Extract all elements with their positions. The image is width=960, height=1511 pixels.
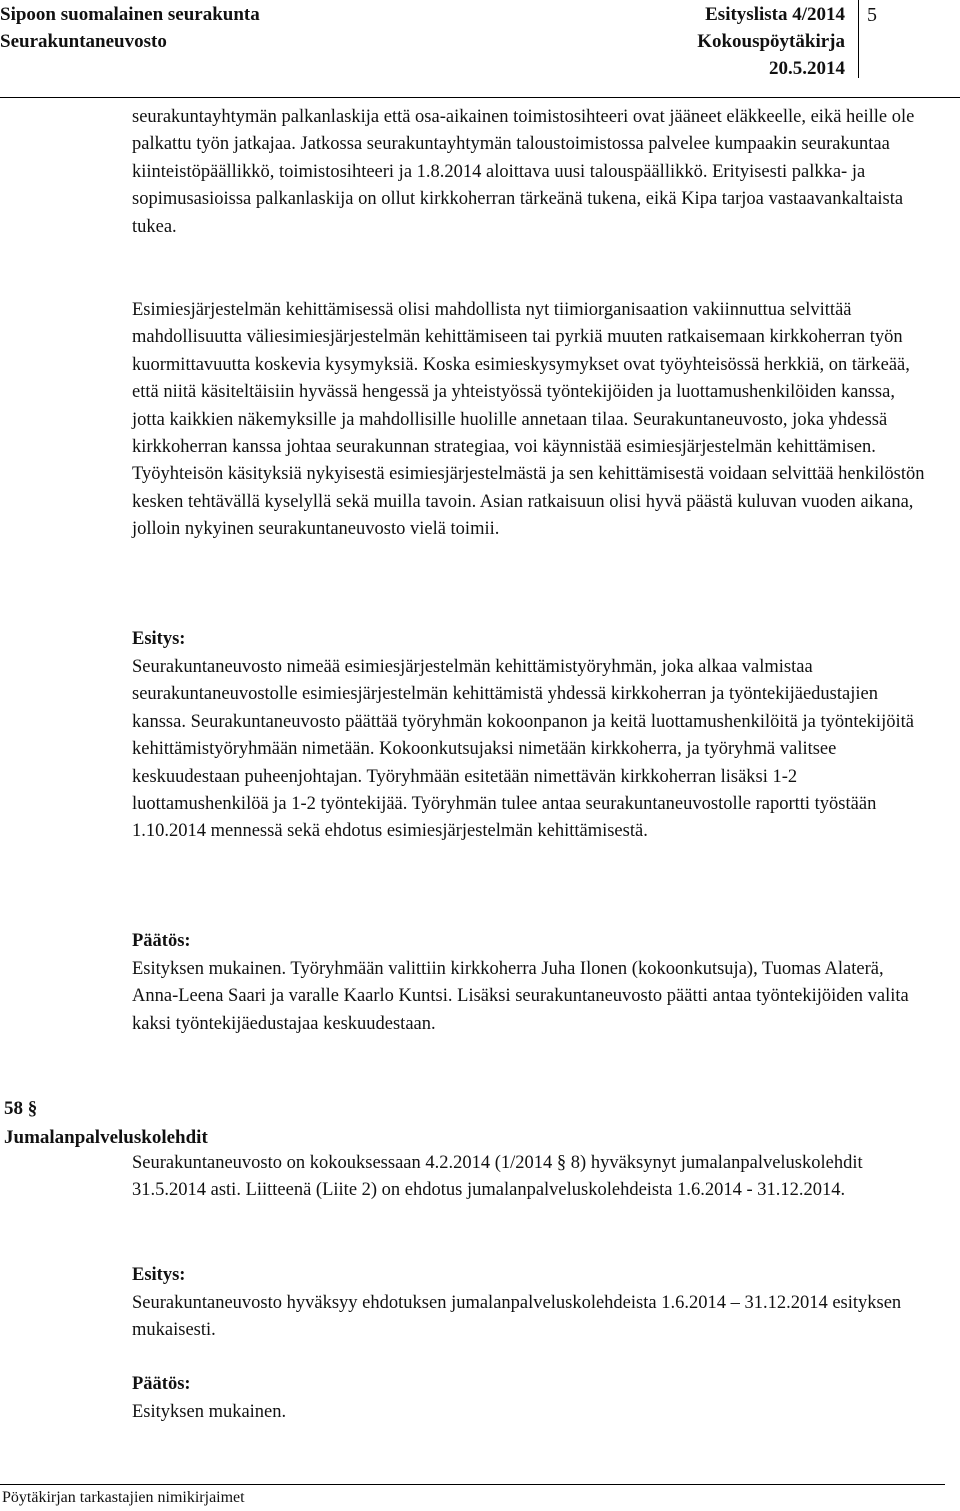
section-paatos-label: Päätös: <box>132 1374 191 1394</box>
header-body: Seurakuntaneuvosto <box>0 31 167 52</box>
page-number: 5 <box>867 4 877 26</box>
header-agenda-number: Esityslista 4/2014 <box>705 4 845 25</box>
header-vertical-divider <box>858 0 859 78</box>
header-organization: Sipoon suomalainen seurakunta <box>0 4 260 25</box>
footer-initials-label: Pöytäkirjan tarkastajien nimikirjaimet <box>2 1489 245 1506</box>
header-divider <box>0 97 960 98</box>
esitys-text: Seurakuntaneuvosto nimeää esimiesjärjestelmän kehittämistyöryhmän, joka alkaa valmistaa seurakuntaneuvostolle esimiesjärjestelmän kehittämistä yhdessä kirkkoherran ja työntekijäedustajien kanssa. Seurakuntaneuvosto päättää työryhmän kokoonpanon ja keitä luottamushenkilöitä ja työntekijöitä kehittämistyöryhmään nimetään. Kokoonkutsujaksi nimetään kirkkoherra, ja työryhmä valitsee keskuudestaan puheenjohtajan. Työryhmään esitetään nimettävän kirkkoherran lisäksi 1-2 luottamushenkilöä ja 1-2 työntekijää. Työryhmän tulee antaa seurakuntaneuvostolle raportti työstään 1.10.2014 mennessä sekä ehdotus esimiesjärjestelmän kehittämisestä. <box>132 657 914 842</box>
section-esitys-text: Seurakuntaneuvosto hyväksyy ehdotuksen jumalanpalveluskolehdeista 1.6.2014 – 31.12.2014 esityksen mukaisesti. <box>132 1293 902 1341</box>
section-title: Jumalanpalveluskolehdit <box>4 1127 208 1148</box>
paatos-label: Päätös: <box>132 931 191 951</box>
section-paatos-text: Esityksen mukainen. <box>132 1402 287 1422</box>
paragraph-discussion: Esimiesjärjestelmän kehittämisessä olisi mahdollista nyt tiimiorganisaation vakiinnuttua selvittää mahdollisuutta väliesimiesjärjestelmän kehittämiseen tai pyrkiä muuten ratkaisemaan kirkkoherran työn kuormittavuutta koskevia kysymyksiä. Koska esimieskysymykset ovat työyhteisössä herkkiä, on tärkeää, että niitä käsiteltäisiin hyvässä hengessä ja yhteistyössä työntekijöiden ja luottamushenkilöiden kanssa, jotta kaikkien näkemyksille ja mahdollisille huolille annetaan tilaa. Seurakuntaneuvosto, joka yhdessä kirkkoherran kanssa johtaa seurakunnan strategiaa, voi käynnistää esimiesjärjestelmän kehittämisen. Työyhteisön käsityksiä nykyisestä esimiesjärjestelmästä ja sen kehittämisestä voidaan selvittää henkilöstön kesken tehtävällä kyselyllä sekä muilla tavoin. Asian ratkaisuun olisi hyvä päästä kuluvan vuoden aikana, jolloin nykyinen seurakuntaneuvosto vielä toimii. <box>132 300 925 540</box>
paatos-text: Esityksen mukainen. Työryhmään valittiin kirkkoherra Juha Ilonen (kokoonkutsuja), Tuomas Alaterä, Anna-Leena Saari ja varalle Kaarlo Kuntsi. Lisäksi seurakuntaneuvosto päätti antaa työntekijöiden valita kaksi työntekijäedustajaa keskuudestaan. <box>132 959 909 1034</box>
header-document-type: Kokouspöytäkirja <box>697 31 845 52</box>
paragraph-background: seurakuntayhtymän palkanlaskija että osa-aikainen toimistosihteeri ovat jääneet eläkkeelle, eikä heille ole palkattu työn jatkajaa. Jatkossa seurakuntayhtymän taloustoimistossa palvelee kumpaakin seurakuntaa kiinteistöpäällikkö, toimistosihteeri ja 1.8.2014 aloittava uusi talouspäällikkö. Erityisesti palkka- ja sopimusasioissa palkanlaskija on ollut kirkkoherran tärkeänä tukena, eikä Kipa tarjoa vastaavankaltaista tukea. <box>132 107 915 237</box>
header-date: 20.5.2014 <box>769 58 845 79</box>
section-number: 58 § <box>4 1098 38 1119</box>
section-intro: Seurakuntaneuvosto on kokouksessaan 4.2.2014 (1/2014 § 8) hyväksynyt jumalanpalveluskolehdit 31.5.2014 asti. Liitteenä (Liite 2) on ehdotus jumalanpalveluskolehdeista 1.6.2014 - 31.12.2014. <box>132 1153 863 1201</box>
esitys-label: Esitys: <box>132 629 186 649</box>
footer-divider <box>0 1484 945 1485</box>
section-esitys-label: Esitys: <box>132 1265 186 1285</box>
